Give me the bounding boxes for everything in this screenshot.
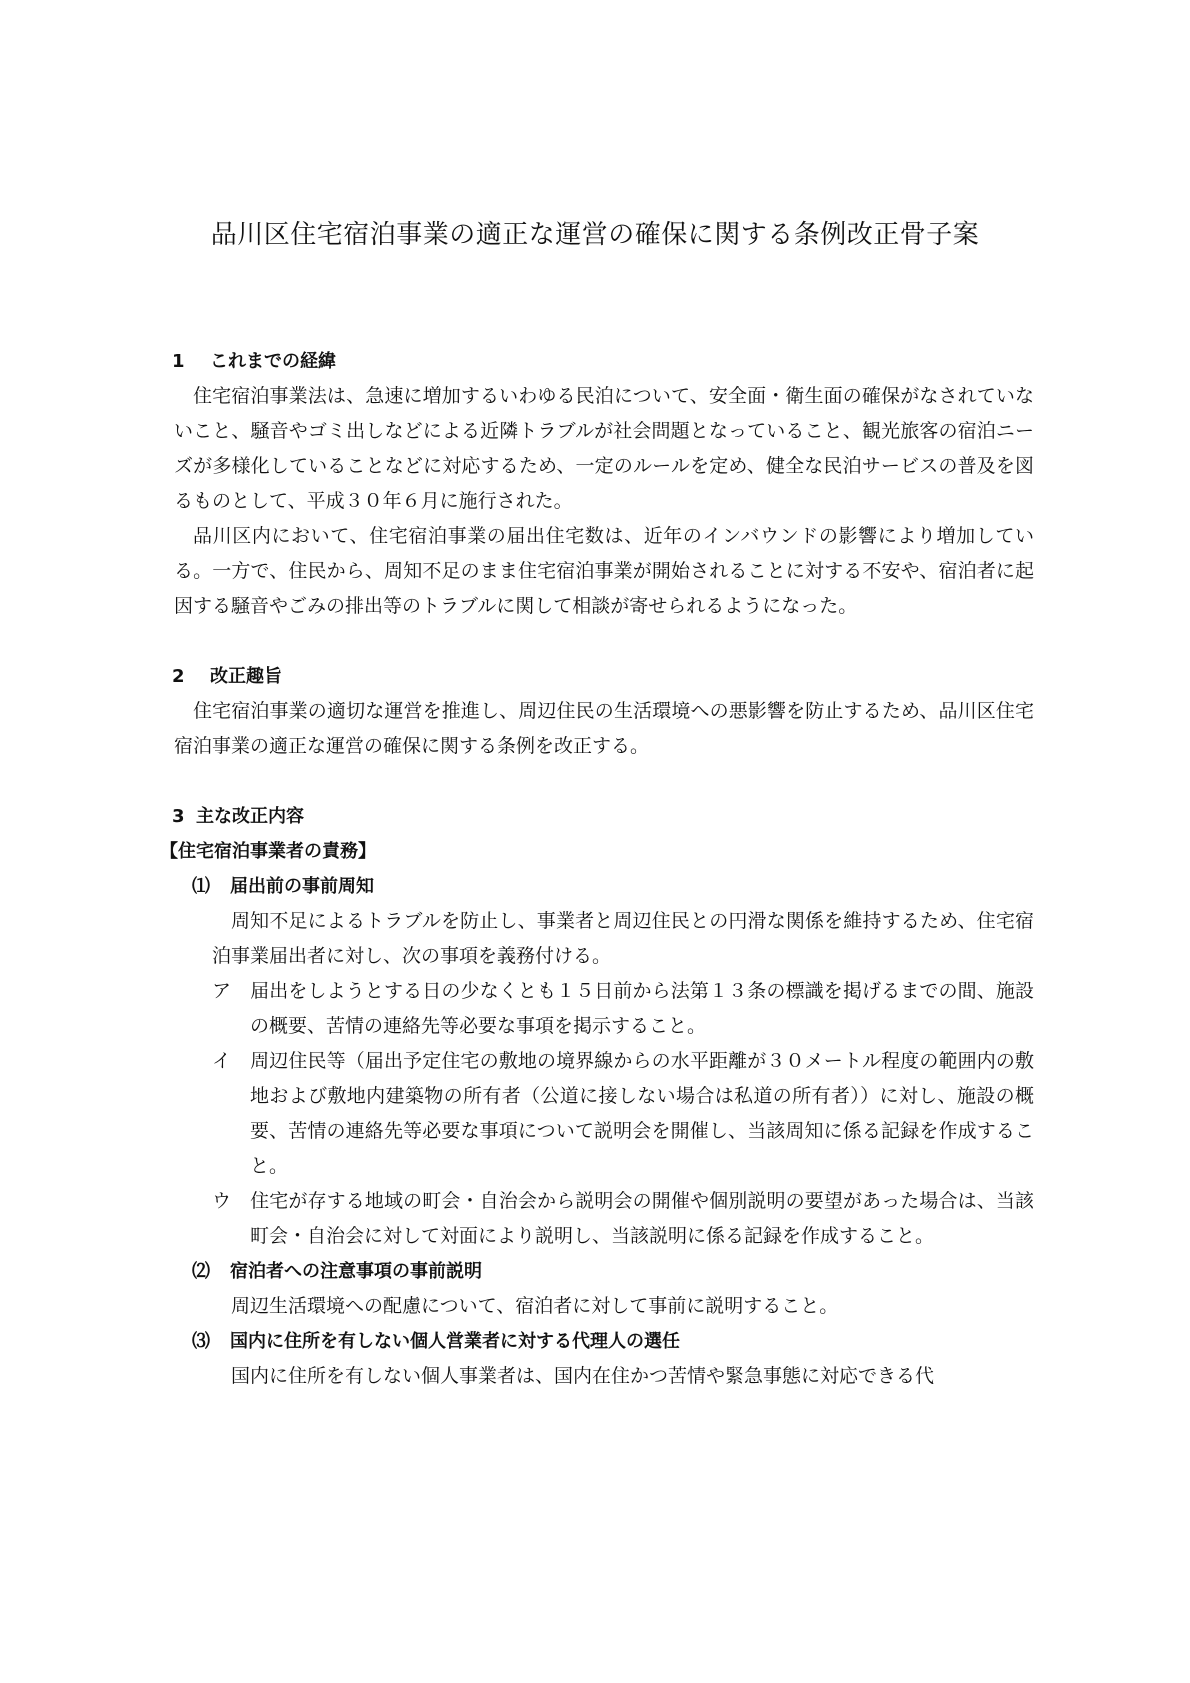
subsection-number: ⑵ <box>192 1261 210 1282</box>
document-body <box>160 344 1035 1394</box>
section-1-heading <box>172 344 1034 379</box>
section-title: 主な改正内容 <box>196 806 304 827</box>
subsection-2-heading <box>174 1254 1034 1289</box>
item-mark: イ <box>212 1050 232 1072</box>
section-2-paragraph-1: 住宅宿泊事業の適切な運営を推進し、周辺住民の生活環境への悪影響を防止するため、品川区住宅宿泊事業の適正な運営の確保に関する条例を改正する。 <box>174 700 1034 757</box>
item-mark: ア <box>212 980 232 1002</box>
section-number: 1 <box>172 351 185 372</box>
subsection-1-paragraph: 周知不足によるトラブルを防止し、事業者と周辺住民との円滑な関係を維持するため、住宅宿泊事業届出者に対し、次の事項を義務付ける。 <box>212 910 1034 967</box>
section-number: 3 <box>172 806 185 827</box>
list-item <box>212 974 1034 1044</box>
subsection-1-heading <box>174 869 1034 904</box>
list-item <box>212 1184 1034 1254</box>
subsection-number: ⑴ <box>192 876 210 897</box>
subsection-title: 届出前の事前周知 <box>230 876 374 897</box>
section-1-paragraph-1: 住宅宿泊事業法は、急速に増加するいわゆる民泊について、安全面・衛生面の確保がなされていないこと、騒音やゴミ出しなどによる近隣トラブルが社会問題となっていること、観光旅客の宿泊ニーズが多様化していることなどに対応するため、一定のルールを定め、健全な民泊サービスの普及を図るものとして、平成３０年６月に施行された。 <box>174 385 1034 512</box>
section-title: これまでの経緯 <box>210 351 336 372</box>
item-text: 届出をしようとする日の少なくとも１５日前から法第１３条の標識を掲げるまでの間、施設の概要、苦情の連絡先等必要な事項を掲示すること。 <box>250 980 1034 1037</box>
subsection-3-heading <box>174 1324 1034 1359</box>
section-number: 2 <box>172 666 185 687</box>
section-3-heading <box>172 799 1034 834</box>
item-text: 住宅が存する地域の町会・自治会から説明会の開催や個別説明の要望があった場合は、当該町会・自治会に対して対面により説明し、当該説明に係る記録を作成すること。 <box>250 1190 1035 1247</box>
subsection-title: 国内に住所を有しない個人営業者に対する代理人の選任 <box>230 1331 680 1352</box>
item-text: 周辺住民等（届出予定住宅の敷地の境界線からの水平距離が３０メートル程度の範囲内の敷地および敷地内建築物の所有者（公道に接しない場合は私道の所有者））に対し、施設の概要、苦情の連絡先等必要な事項について説明会を開催し、当該周知に係る記録を作成すること。 <box>250 1050 1034 1177</box>
item-mark: ウ <box>212 1190 232 1212</box>
subsection-3-paragraph: 国内に住所を有しない個人事業者は、国内在住かつ苦情や緊急事態に対応できる代 <box>231 1365 935 1387</box>
subsection-number: ⑶ <box>192 1331 210 1352</box>
section-2-heading <box>172 659 1034 694</box>
section-1-paragraph-2: 品川区内において、住宅宿泊事業の届出住宅数は、近年のインバウンドの影響により増加している。一方で、住民から、周知不足のまま住宅宿泊事業が開始されることに対する不安や、宿泊者に起因する騒音やごみの排出等のトラブルに関して相談が寄せられるようになった。 <box>174 525 1034 617</box>
group-heading: 【住宅宿泊事業者の責務】 <box>160 841 376 862</box>
subsection-2-paragraph: 周辺生活環境への配慮について、宿泊者に対して事前に説明すること。 <box>231 1295 839 1317</box>
subsection-title: 宿泊者への注意事項の事前説明 <box>230 1261 482 1282</box>
document-title: 品川区住宅宿泊事業の適正な運営の確保に関する条例改正骨子案 <box>210 220 980 250</box>
section-title: 改正趣旨 <box>210 666 282 687</box>
list-item <box>212 1044 1034 1184</box>
